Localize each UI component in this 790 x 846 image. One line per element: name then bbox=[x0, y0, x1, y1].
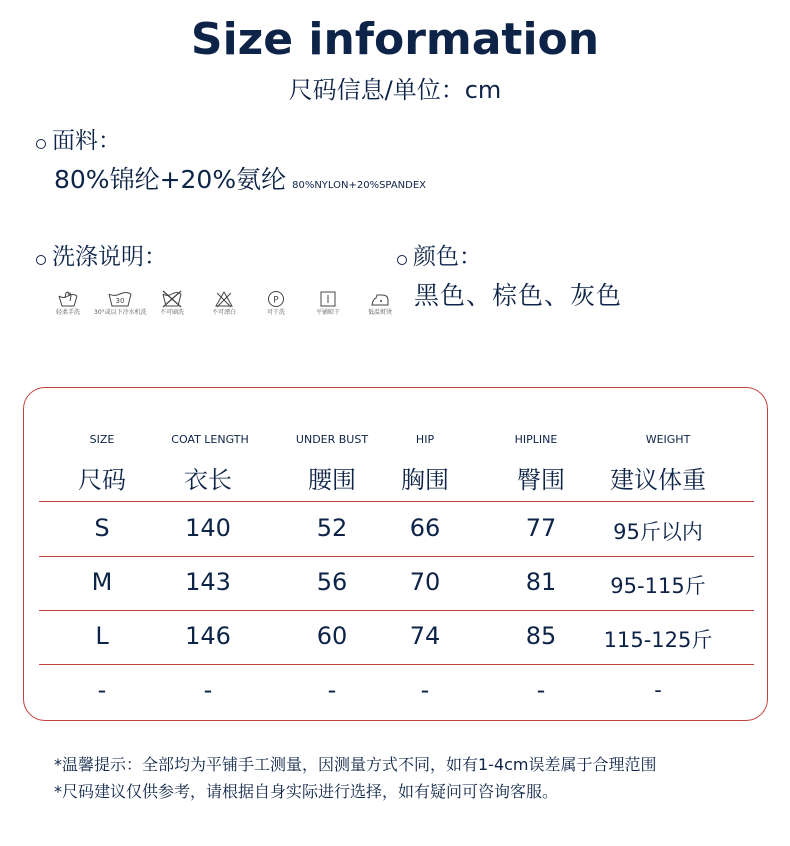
cell-weight: 95-115斤 bbox=[610, 574, 706, 598]
cell-hip: 70 bbox=[409, 568, 441, 596]
color-values: 黑色、棕色、灰色 bbox=[414, 281, 623, 310]
care-item bbox=[94, 288, 146, 317]
note-measurement: *温馨提示：全部均为平铺手工测量，因测量方式不同，如有1-4cm误差属于合理范围 bbox=[54, 755, 657, 774]
table-divider bbox=[39, 610, 754, 611]
machine-wash-30-icon bbox=[107, 290, 133, 308]
color-label: 颜色： bbox=[413, 244, 482, 270]
care-item bbox=[42, 288, 94, 317]
fabric-label: 面料： bbox=[52, 128, 121, 154]
care-text: 低温熨烫 bbox=[367, 309, 392, 316]
header-cn-hipline: 臀围 bbox=[517, 466, 565, 494]
care-item bbox=[198, 288, 250, 317]
header-cn-weight: 建议体重 bbox=[610, 466, 706, 494]
bullet-icon bbox=[397, 255, 407, 265]
low-iron-icon bbox=[370, 290, 390, 308]
washing-section bbox=[36, 238, 167, 271]
note-size-advice: *尺码建议仅供参考，请根据自身实际进行选择，如有疑问可咨询客服。 bbox=[54, 782, 559, 801]
fabric-value-en: 80%NYLON+20%SPANDEX bbox=[292, 180, 427, 191]
header-cn-size: 尺码 bbox=[78, 466, 126, 494]
header-en-hipline: HIPLINE bbox=[514, 433, 558, 446]
cell-coat-length: 146 bbox=[185, 622, 231, 650]
no-bleach-icon bbox=[214, 290, 234, 308]
cell-hipline: 77 bbox=[525, 514, 557, 542]
care-text: 轻柔手洗 bbox=[55, 309, 80, 316]
fabric-value bbox=[54, 160, 426, 196]
dry-flat-icon bbox=[319, 290, 337, 308]
header-en-under-bust: UNDER BUST bbox=[295, 433, 369, 446]
fabric-section bbox=[36, 122, 121, 155]
bullet-icon bbox=[36, 255, 46, 265]
cell-size: S bbox=[94, 514, 110, 542]
color-section bbox=[397, 238, 482, 271]
care-item bbox=[146, 288, 198, 317]
cell-size: - bbox=[97, 676, 107, 704]
cell-weight: 95斤以内 bbox=[613, 520, 703, 544]
cell-coat-length: 140 bbox=[185, 514, 231, 542]
cell-hip: - bbox=[420, 676, 430, 704]
cell-under-bust: - bbox=[327, 676, 337, 704]
cell-weight: 115-125斤 bbox=[603, 628, 713, 652]
care-item bbox=[250, 288, 302, 317]
no-tumble-dry-icon bbox=[161, 290, 183, 308]
table-divider bbox=[39, 664, 754, 665]
washing-label: 洗涤说明： bbox=[52, 244, 167, 270]
care-text: 可干洗 bbox=[266, 309, 285, 316]
cell-under-bust: 56 bbox=[316, 568, 348, 596]
cell-under-bust: 60 bbox=[316, 622, 348, 650]
page-subtitle: 尺码信息/单位：cm bbox=[288, 76, 502, 104]
fabric-value-cn: 80%锦纶+20%氨纶 bbox=[54, 165, 287, 194]
header-en-size: SIZE bbox=[89, 433, 115, 446]
care-text: 不可刷洗 bbox=[159, 309, 184, 316]
cell-hip: 74 bbox=[409, 622, 441, 650]
cell-hipline: - bbox=[536, 676, 546, 704]
care-icons-row bbox=[42, 288, 406, 317]
hand-wash-icon bbox=[57, 290, 79, 308]
dry-clean-p-icon bbox=[267, 290, 285, 308]
care-text: 平铺晾干 bbox=[315, 309, 340, 316]
cell-under-bust: 52 bbox=[316, 514, 348, 542]
header-en-coat-length: COAT LENGTH bbox=[171, 433, 249, 446]
header-cn-coat-length: 衣长 bbox=[184, 466, 232, 494]
header-en-hip: HIP bbox=[415, 433, 435, 446]
cell-size: M bbox=[91, 568, 113, 596]
cell-hipline: 85 bbox=[525, 622, 557, 650]
page-title: Size information bbox=[190, 14, 600, 65]
svg-text:P: P bbox=[273, 295, 279, 306]
cell-hipline: 81 bbox=[525, 568, 557, 596]
header-cn-hip: 胸围 bbox=[401, 466, 449, 494]
table-divider bbox=[39, 501, 754, 502]
cell-hip: 66 bbox=[409, 514, 441, 542]
table-divider bbox=[39, 556, 754, 557]
svg-text:30: 30 bbox=[115, 297, 125, 305]
header-en-weight: WEIGHT bbox=[645, 433, 691, 446]
bullet-icon bbox=[36, 139, 46, 149]
care-text: 不可漂白 bbox=[211, 309, 236, 316]
care-item bbox=[302, 288, 354, 317]
cell-coat-length: 143 bbox=[185, 568, 231, 596]
care-item bbox=[354, 288, 406, 317]
cell-coat-length: - bbox=[203, 676, 213, 704]
header-cn-under-bust: 腰围 bbox=[308, 466, 356, 494]
care-text: 30°或以下冷水机洗 bbox=[94, 309, 147, 316]
cell-size: L bbox=[95, 622, 109, 650]
cell-weight: - bbox=[654, 678, 662, 702]
